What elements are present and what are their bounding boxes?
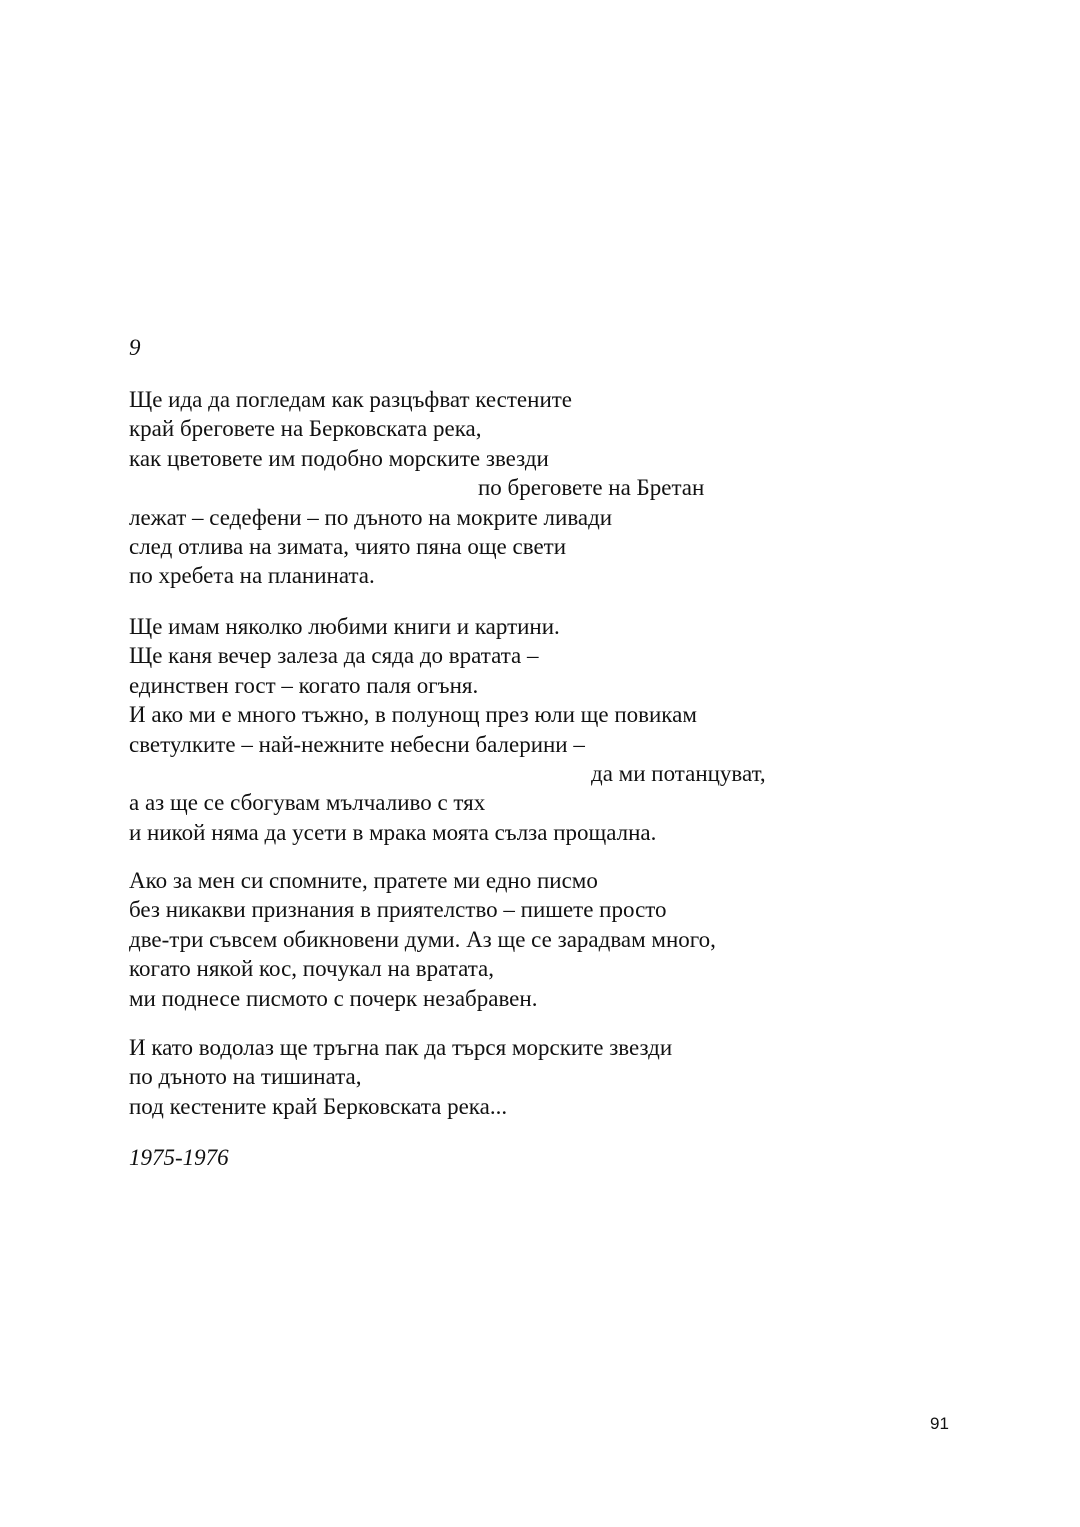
poem-line: две-три съвсем обикновени думи. Аз ще се зарадвам много, xyxy=(129,926,716,952)
poem-line: край бреговете на Берковската река, xyxy=(129,416,482,442)
poem-line: ми поднесе писмото с почерк незабравен. xyxy=(129,985,538,1011)
poem-line: Ще ида да погледам как разцъфват кестените xyxy=(129,387,573,412)
poem-line: Ако за мен си спомните, пратете ми едно писмо xyxy=(129,868,598,893)
stanza-2 xyxy=(129,612,766,847)
poem-line-indented: да ми потанцуват, xyxy=(591,761,766,787)
stanza-3 xyxy=(129,866,716,1013)
poem-line: как цветовете им подобно морските звезди xyxy=(129,445,549,471)
stanza-1 xyxy=(129,385,704,591)
poem-line: И като водолаз ще тръгна пак да търся морските звезди xyxy=(129,1035,673,1060)
poem-line: Ще имам няколко любими книги и картини. xyxy=(129,614,560,639)
poem-line-indented: по бреговете на Бретан xyxy=(478,475,705,501)
poem-line: И ако ми е много тъжно, в полунощ през юли ще повикам xyxy=(129,702,697,728)
poem-line: а аз ще се сбогувам мълчаливо с тях xyxy=(129,790,486,816)
poem-line: светулките – най-нежните небесни балерини – xyxy=(129,731,585,757)
poem-date: 1975-1976 xyxy=(129,1145,229,1170)
poem-line: лежат – седефени – по дъното на мокрите ливади xyxy=(129,504,613,530)
poem-line: и никой няма да усети в мрака моята сълза прощална. xyxy=(129,819,657,845)
poem-line: без никакви признания в приятелство – пишете просто xyxy=(129,897,667,923)
poem-line: под кестените край Берковската река... xyxy=(129,1093,508,1119)
poem-line: единствен гост – когато паля огъня. xyxy=(129,672,479,698)
poem-number: 9 xyxy=(129,335,141,360)
page-number: 91 xyxy=(930,1414,949,1433)
poem-line: по дъното на тишината, xyxy=(129,1064,362,1090)
poem-line: Ще каня вечер залеза да сядa до вратата – xyxy=(129,643,539,669)
stanza-4 xyxy=(129,1033,672,1121)
poem-line: след отлива на зимата, чиято пяна още свети xyxy=(129,534,567,560)
poem-line: по хребета на планината. xyxy=(129,563,375,589)
poem-line: когато някой кос, почукал на вратата, xyxy=(129,956,495,982)
